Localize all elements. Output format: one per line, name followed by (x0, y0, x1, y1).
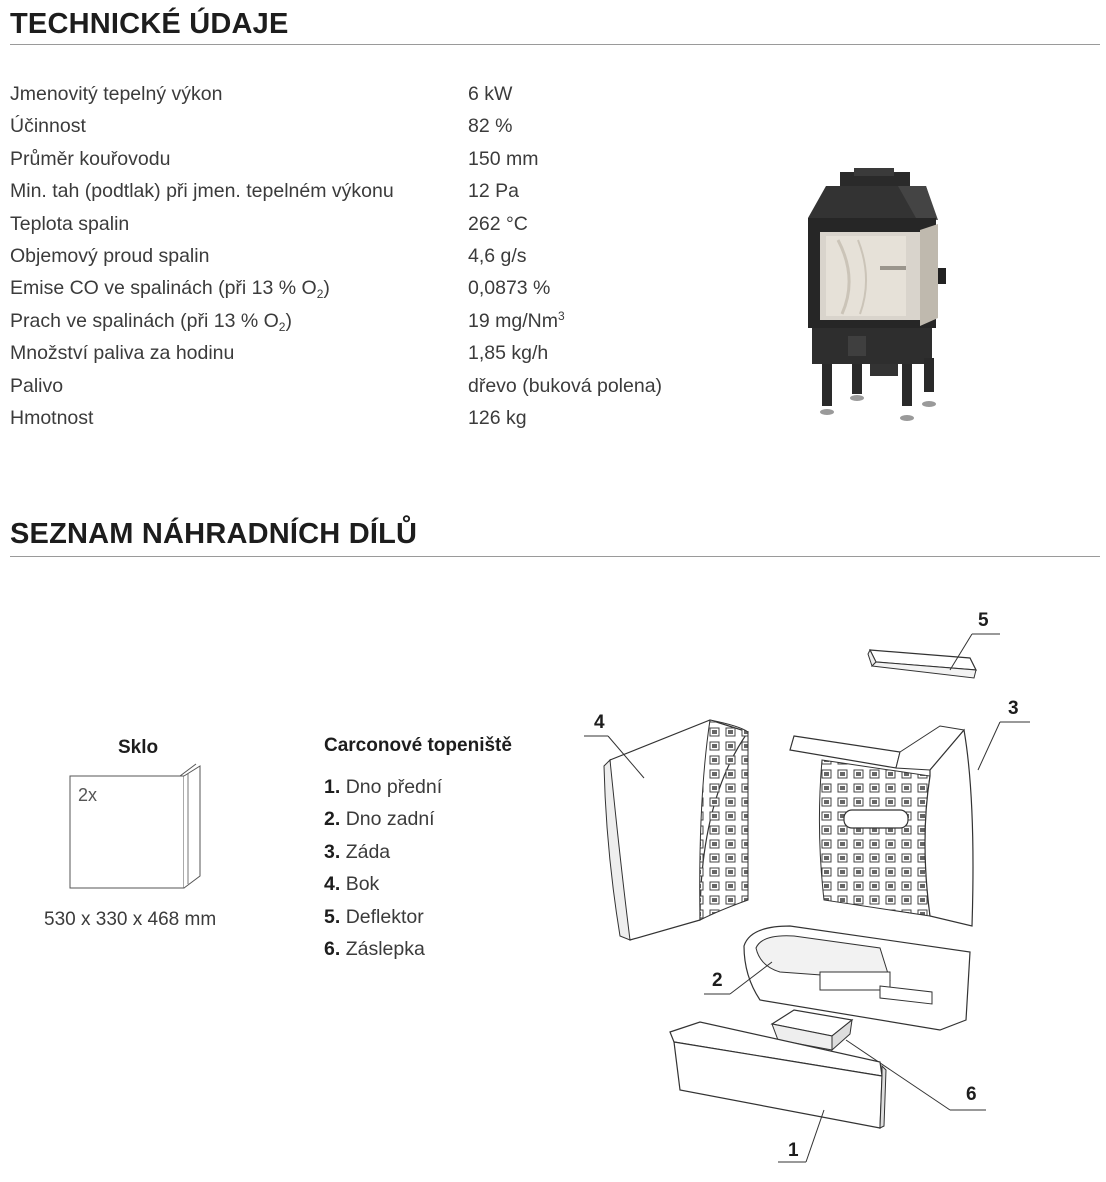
glass-title: Sklo (118, 737, 159, 758)
spec-row (10, 337, 730, 369)
spec-row (10, 272, 730, 304)
spec-label-text: ) (285, 309, 292, 332)
spec-row (10, 402, 730, 434)
superscript: 3 (557, 308, 565, 323)
spec-value-text: 19 mg/Nm (468, 309, 558, 332)
spec-label: Min. tah (podtlak) při jmen. tepelném výkonu (10, 180, 394, 203)
firebox-title: Carconové topeniště (324, 735, 512, 756)
callout-2: 2 (712, 970, 723, 991)
part-number: 4. (324, 873, 341, 896)
spec-value: 82 % (468, 115, 513, 138)
spec-value: 150 mm (468, 147, 539, 170)
spec-label-text: Emise CO ve spalinách (při 13 % O (10, 277, 317, 300)
spec-label (10, 305, 292, 337)
list-item (324, 933, 584, 965)
spec-label: Množství paliva za hodinu (10, 342, 235, 365)
spec-value: 1,85 kg/h (468, 342, 549, 365)
spec-label: Účinnost (10, 115, 86, 138)
glass-dimensions: 530 x 330 x 468 mm (44, 909, 217, 930)
spec-row (10, 305, 730, 337)
list-item (324, 803, 584, 835)
part-number: 5. (324, 905, 341, 928)
technical-data-title: TECHNICKÉ ÚDAJE (10, 8, 289, 40)
glass-pane-icon (68, 762, 208, 892)
spec-label: Objemový proud spalin (10, 244, 210, 267)
part-name: Deflektor (345, 905, 424, 928)
subscript: 2 (278, 319, 286, 334)
glass-count: 2x (78, 785, 98, 805)
spec-row (10, 110, 730, 142)
spec-value: 126 kg (468, 406, 527, 429)
spec-label: Teplota spalin (10, 212, 130, 235)
spec-row (10, 175, 730, 207)
callout-6: 6 (966, 1084, 977, 1105)
part-name: Záslepka (345, 937, 425, 960)
spec-label: Hmotnost (10, 406, 94, 429)
firebox-parts (324, 735, 584, 965)
spec-value: 12 Pa (468, 180, 519, 203)
spec-row (10, 78, 730, 110)
spec-label: Jmenovitý tepelný výkon (10, 83, 223, 105)
spec-value: 0,0873 % (468, 277, 551, 300)
part-number: 1. (324, 776, 341, 798)
title-underline (10, 556, 1100, 557)
part-name: Dno přední (345, 776, 443, 798)
spec-value: 6 kW (468, 83, 513, 105)
part-name: Záda (345, 840, 391, 863)
callout-1: 1 (788, 1140, 799, 1161)
callout-3: 3 (1008, 698, 1019, 719)
side-wall-part (604, 720, 748, 940)
part-name: Dno zadní (345, 808, 435, 831)
spec-value: 262 °C (468, 212, 528, 235)
title-underline (10, 44, 1100, 45)
list-item (324, 836, 584, 868)
spec-label-text: Prach ve spalinách (při 13 % O (10, 309, 279, 332)
callout-4: 4 (594, 712, 605, 733)
list-item (324, 868, 584, 900)
list-item (324, 771, 584, 803)
callout-5: 5 (978, 610, 989, 631)
spec-row (10, 208, 730, 240)
part-number: 3. (324, 840, 341, 863)
spec-label (10, 272, 330, 304)
rear-floor-part (744, 926, 970, 1030)
spec-label: Průměr kouřovodu (10, 147, 171, 170)
spec-row (10, 370, 730, 402)
spec-table (10, 78, 730, 434)
part-number: 6. (324, 937, 341, 960)
back-wall-part (790, 726, 973, 926)
spec-row (10, 143, 730, 175)
subscript: 2 (316, 287, 324, 302)
fireplace-stove-image (798, 168, 968, 428)
spec-value: dřevo (buková polena) (468, 374, 663, 397)
spec-label: Palivo (10, 374, 64, 397)
spec-row (10, 240, 730, 272)
firebox-exploded-diagram (580, 600, 1050, 1170)
part-number: 2. (324, 808, 341, 831)
list-item (324, 901, 584, 933)
spec-label-text: ) (323, 277, 330, 300)
spec-value (468, 305, 565, 337)
spec-value: 4,6 g/s (468, 244, 527, 267)
spare-parts-title: SEZNAM NÁHRADNÍCH DÍLŮ (10, 518, 418, 550)
part-name: Bok (345, 873, 380, 896)
